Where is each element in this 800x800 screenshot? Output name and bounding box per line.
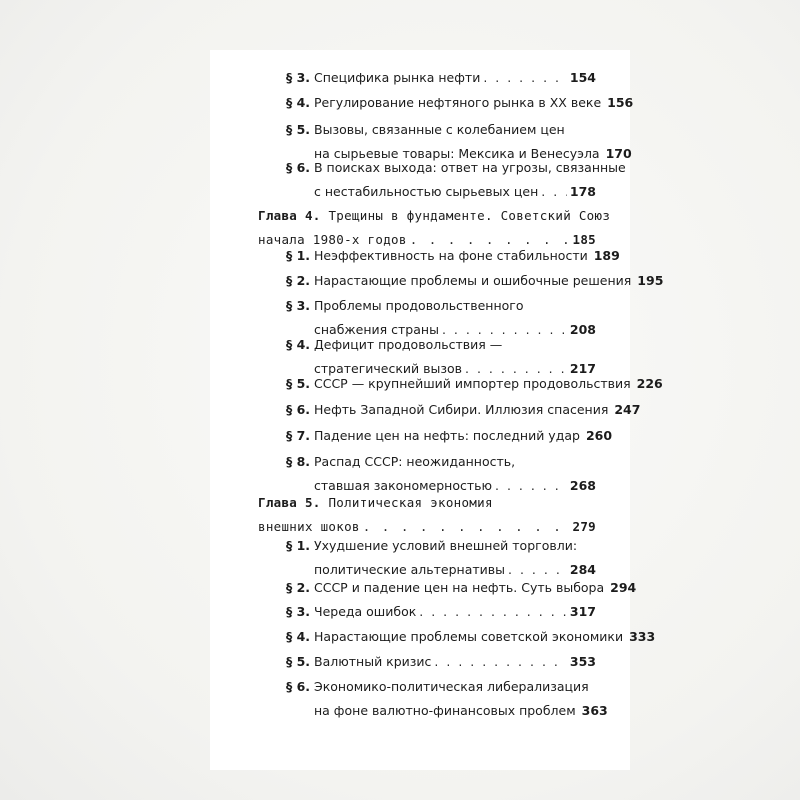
page-number: 178 [569,184,596,199]
title-text: Нарастающие проблемы и ошибочные решения [314,273,632,288]
section-mark: § 5. [286,376,311,391]
title-line [314,703,608,727]
page-number: 317 [569,604,596,619]
title-line [314,122,596,146]
title-text: Нефть Западной Сибири. Иллюзия спасения [314,402,609,417]
toc-chapter-entry[interactable] [258,495,596,543]
title-line [314,679,596,703]
title-text: на сырьевые товары: Мексика и Венесуэла [314,146,600,161]
section-title [314,248,620,272]
page-number: 195 [637,273,664,288]
chapter-title: начала 1980-х годов [258,232,407,247]
title-text: с нестабильностью сырьевых цен [314,184,539,199]
title-line [314,454,596,478]
page-number: 156 [607,95,634,110]
title-text: Нарастающие проблемы советской экономики [314,629,624,644]
page-number: 284 [569,562,596,577]
title-text: Ухудшение условий внешней торговли: [314,538,578,553]
section-mark: § 3. [286,70,311,85]
title-text: на фоне валютно-финансовых проблем [314,703,576,718]
title-line [314,654,596,678]
dot-leader [483,70,567,86]
page-number: 363 [581,703,608,718]
title-line [314,298,596,322]
page-number: 170 [605,146,632,161]
section-mark: § 4. [286,337,311,352]
section-mark: § 7. [286,428,311,443]
title-line [314,428,613,452]
title-text: Дефицит продовольствия — [314,337,503,352]
page-number: 226 [636,376,663,391]
section-mark: § 3. [286,298,311,313]
title-line [314,337,596,361]
dot-leader [434,654,566,670]
page-number: 185 [572,232,596,247]
title-line [314,248,620,272]
title-line [314,184,596,208]
title-text: Падение цен на нефть: последний удар [314,428,580,443]
title-text: Проблемы продовольственного [314,298,524,313]
chapter-title: Политическая экономия [328,495,493,510]
dot-leader [442,322,567,338]
section-mark: § 2. [286,580,311,595]
dot-leader [541,184,567,200]
section-title [314,679,608,727]
section-mark: § 1. [286,538,311,553]
section-mark: § 6. [286,160,311,175]
title-line [314,538,596,562]
chapter-title: внешних шоков [258,519,360,534]
title-text: Регулирование нефтяного рынка в XX веке [314,95,602,110]
title-line [314,273,664,297]
title-text: СССР — крупнейший импортер продовольствия [314,376,631,391]
title-line [314,160,626,184]
title-text: ставшая закономерностью [314,478,493,493]
section-title [314,376,663,400]
section-title [314,95,634,119]
dot-leader [508,562,567,578]
title-text: стратегический вызов [314,361,463,376]
title-text: Валютный кризис [314,654,432,669]
dot-leader [410,232,570,248]
section-mark: § 4. [286,629,311,644]
section-mark: § 5. [286,122,311,137]
section-title [314,273,664,297]
page-number: 217 [569,361,596,376]
page-number: 260 [585,428,613,443]
page-number: 294 [610,580,637,595]
page-number: 189 [593,248,620,263]
section-title [314,402,641,426]
section-mark: § 5. [286,654,311,669]
section-mark: § 4. [286,95,311,110]
title-text: Специфика рынка нефти [314,70,481,85]
title-text: В поисках выхода: ответ на угрозы, связанные [314,160,626,175]
title-text: Неэффективность на фоне стабильности [314,248,588,263]
chapter-label: Глава 5. [258,495,321,510]
title-line [314,376,663,400]
page-number: 268 [569,478,596,493]
chapter-label: Глава 4. [258,208,321,223]
title-line [314,95,634,119]
section-title [314,580,637,604]
page-number: 333 [629,629,656,644]
dot-leader [419,604,567,620]
page-number: 353 [569,654,596,669]
dot-leader [495,478,567,494]
section-title [314,428,613,452]
section-title [314,629,656,653]
page-number: 279 [572,519,596,534]
title-text: СССР и падение цен на нефть. Суть выбора [314,580,605,595]
section-mark: § 6. [286,402,311,417]
title-text: Череда ошибок [314,604,417,619]
chapter-title: Трещины в фундаменте. Советский Союз [328,208,611,223]
section-title [314,70,596,94]
section-mark: § 3. [286,604,311,619]
chapter-line [258,495,596,519]
section-mark: § 1. [286,248,311,263]
section-title [314,160,626,208]
dot-leader [465,361,567,377]
title-text: Распад СССР: неожиданность, [314,454,516,469]
page-number: 247 [614,402,641,417]
title-line [314,580,637,604]
title-line [314,629,656,653]
title-line [314,402,641,426]
page-number: 208 [569,322,596,337]
section-mark: § 2. [286,273,311,288]
title-line [314,604,596,628]
section-title [314,538,596,586]
section-mark: § 8. [286,454,311,469]
title-text: Экономико-политическая либерализация [314,679,589,694]
title-text: политические альтернативы [314,562,506,577]
title-line [314,70,596,94]
section-title [314,654,596,678]
section-title [314,604,596,628]
dot-leader [363,519,570,535]
page-number: 154 [569,70,596,85]
title-text: снабжения страны [314,322,439,337]
chapter-line [258,208,611,232]
title-text: Вызовы, связанные с колебанием цен [314,122,565,137]
section-mark: § 6. [286,679,311,694]
